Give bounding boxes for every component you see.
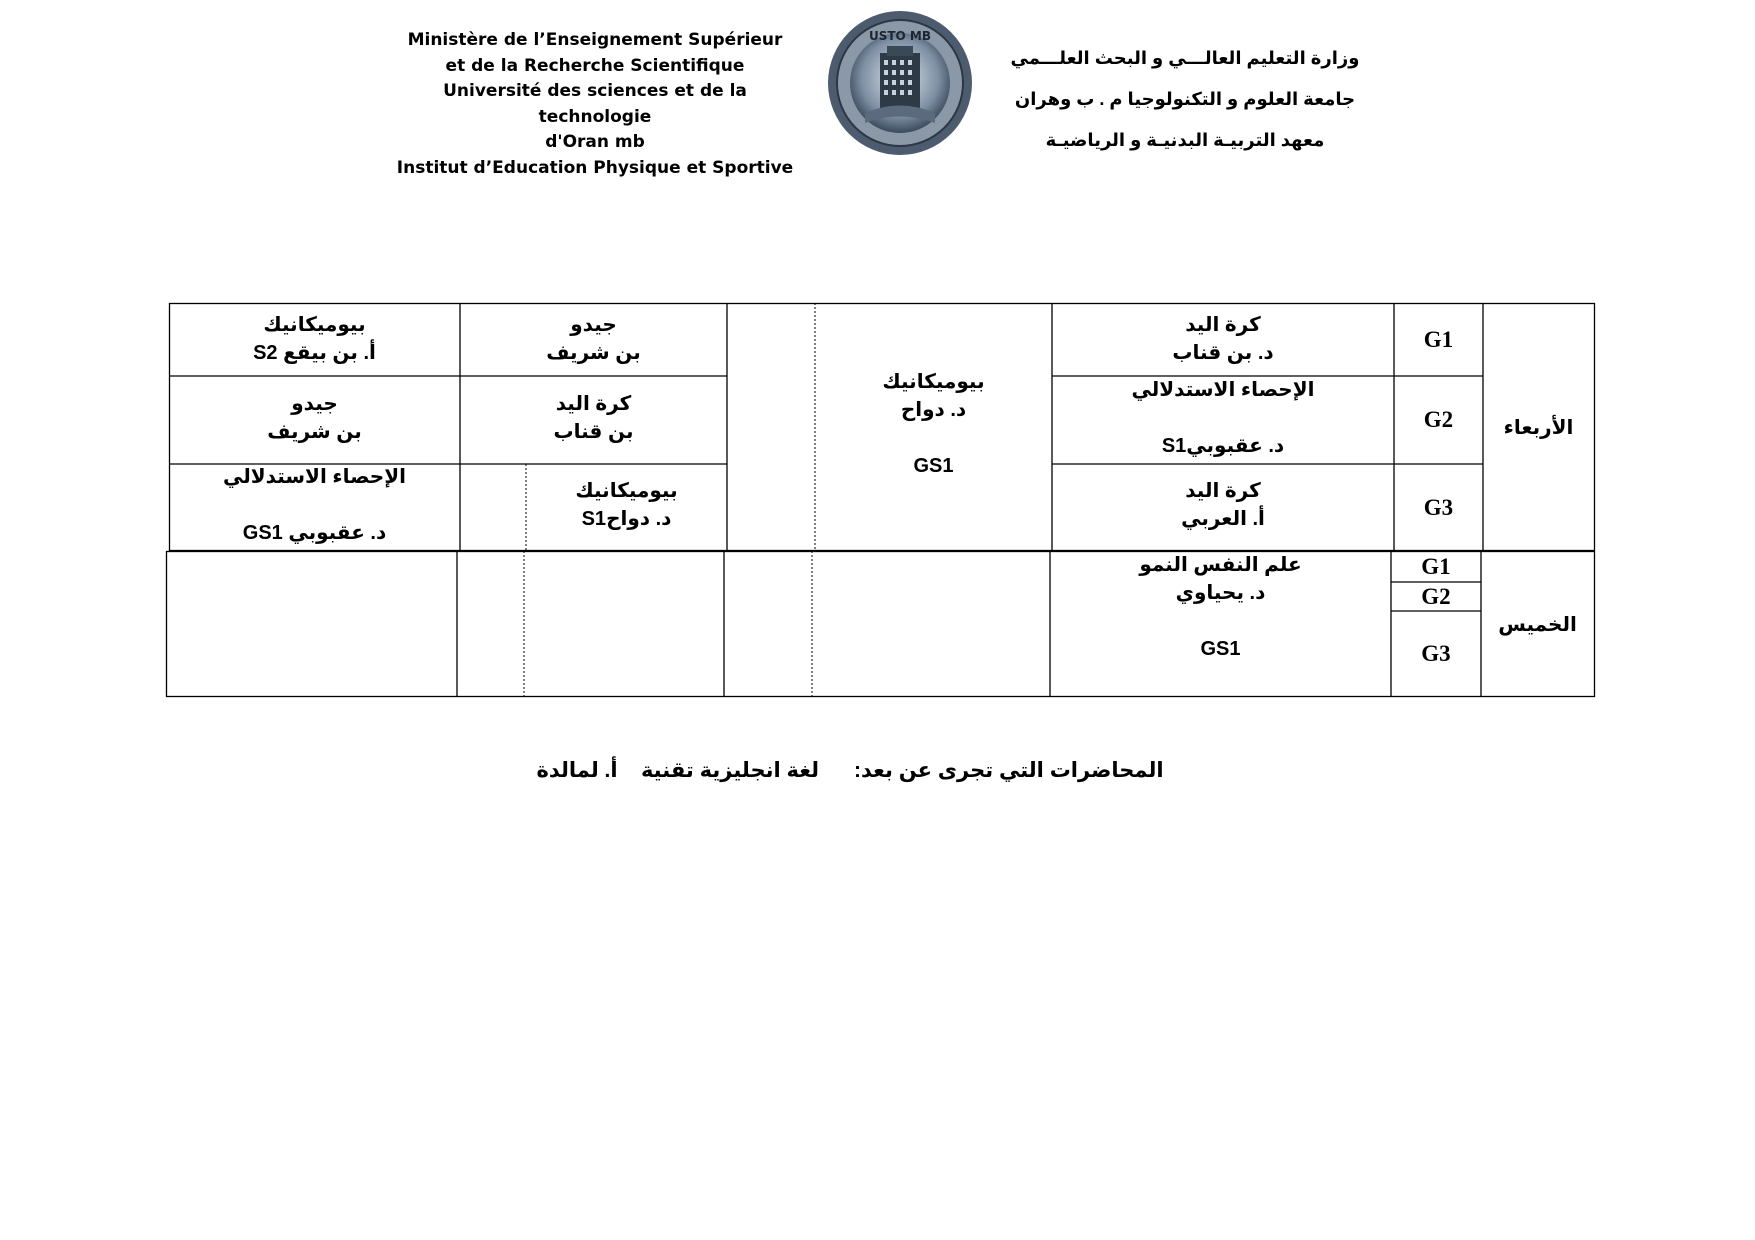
header-arabic-line: جامعة العلوم و التكنولوجيا م . ب وهران: [1014, 89, 1356, 109]
group-g3: G3: [1421, 641, 1451, 666]
header-french-line: Institut d’Education Physique et Sportive: [396, 157, 794, 178]
group-g1: G1: [1421, 553, 1451, 579]
g1-handball-session: كرة اليد د. بن قناب: [1172, 314, 1274, 364]
g3-inferential-statistics-session: الإحصاء الاستدلالي د. عقبوبي GS1: [223, 466, 406, 544]
group-g1: G1: [1423, 326, 1454, 352]
day-label: الخميس: [1498, 613, 1577, 636]
header-french-line: et de la Recherche Scientifique: [445, 55, 745, 76]
day-thursday: [1481, 551, 1594, 697]
header-french-line: Université des sciences et de la technologie: [443, 81, 747, 127]
gs1-biomechanics-lecture: بيوميكانيك د. دواح GS1: [882, 371, 985, 477]
header-french-line: Ministère de l’Enseignement Supérieur: [407, 30, 783, 50]
remote-course: لغة انجليزية تقنية: [640, 759, 820, 782]
remote-lectures-label: المحاضرات التي تجرى عن بعد:: [854, 759, 1164, 782]
header-arabic-line: معهد التربيـة البدنيـة و الرياضيـة: [1045, 130, 1325, 150]
group-g2: G2: [1423, 407, 1454, 432]
g3-biomechanics-session: بيوميكانيك د. دواحS1: [575, 480, 678, 530]
remote-lectures-note: [400, 758, 1300, 783]
g1-biomechanics-session: بيوميكانيك أ. بن بيقع S2: [253, 314, 376, 364]
group-g2: G2: [1421, 583, 1451, 609]
g2-judo-session: جيدو بن شريف: [267, 393, 362, 443]
header-arabic-line: وزارة التعليم العالـــي و البحث العلـــمي: [1010, 48, 1360, 68]
day-wednesday: [1483, 303, 1594, 551]
svg-text:USTO MB: USTO MB: [868, 29, 932, 43]
group-g3: G3: [1423, 494, 1454, 520]
developmental-psychology-lecture: علم النفس النمو د. يحياوي GS1: [1139, 554, 1302, 660]
g2-inferential-statistics-session: الإحصاء الاستدلالي د. عقبوبيS1: [1131, 379, 1315, 457]
g2-handball-session: كرة اليد بن قناب: [553, 393, 634, 443]
day-label: الأربعاء: [1503, 416, 1574, 439]
remote-teacher: أ. لمالدة: [536, 759, 618, 782]
header-french-line: d'Oran mb: [545, 132, 645, 152]
g1-judo-session: جيدو بن شريف: [546, 314, 641, 364]
g3-handball-session: كرة اليد أ. العربي: [1181, 480, 1265, 530]
